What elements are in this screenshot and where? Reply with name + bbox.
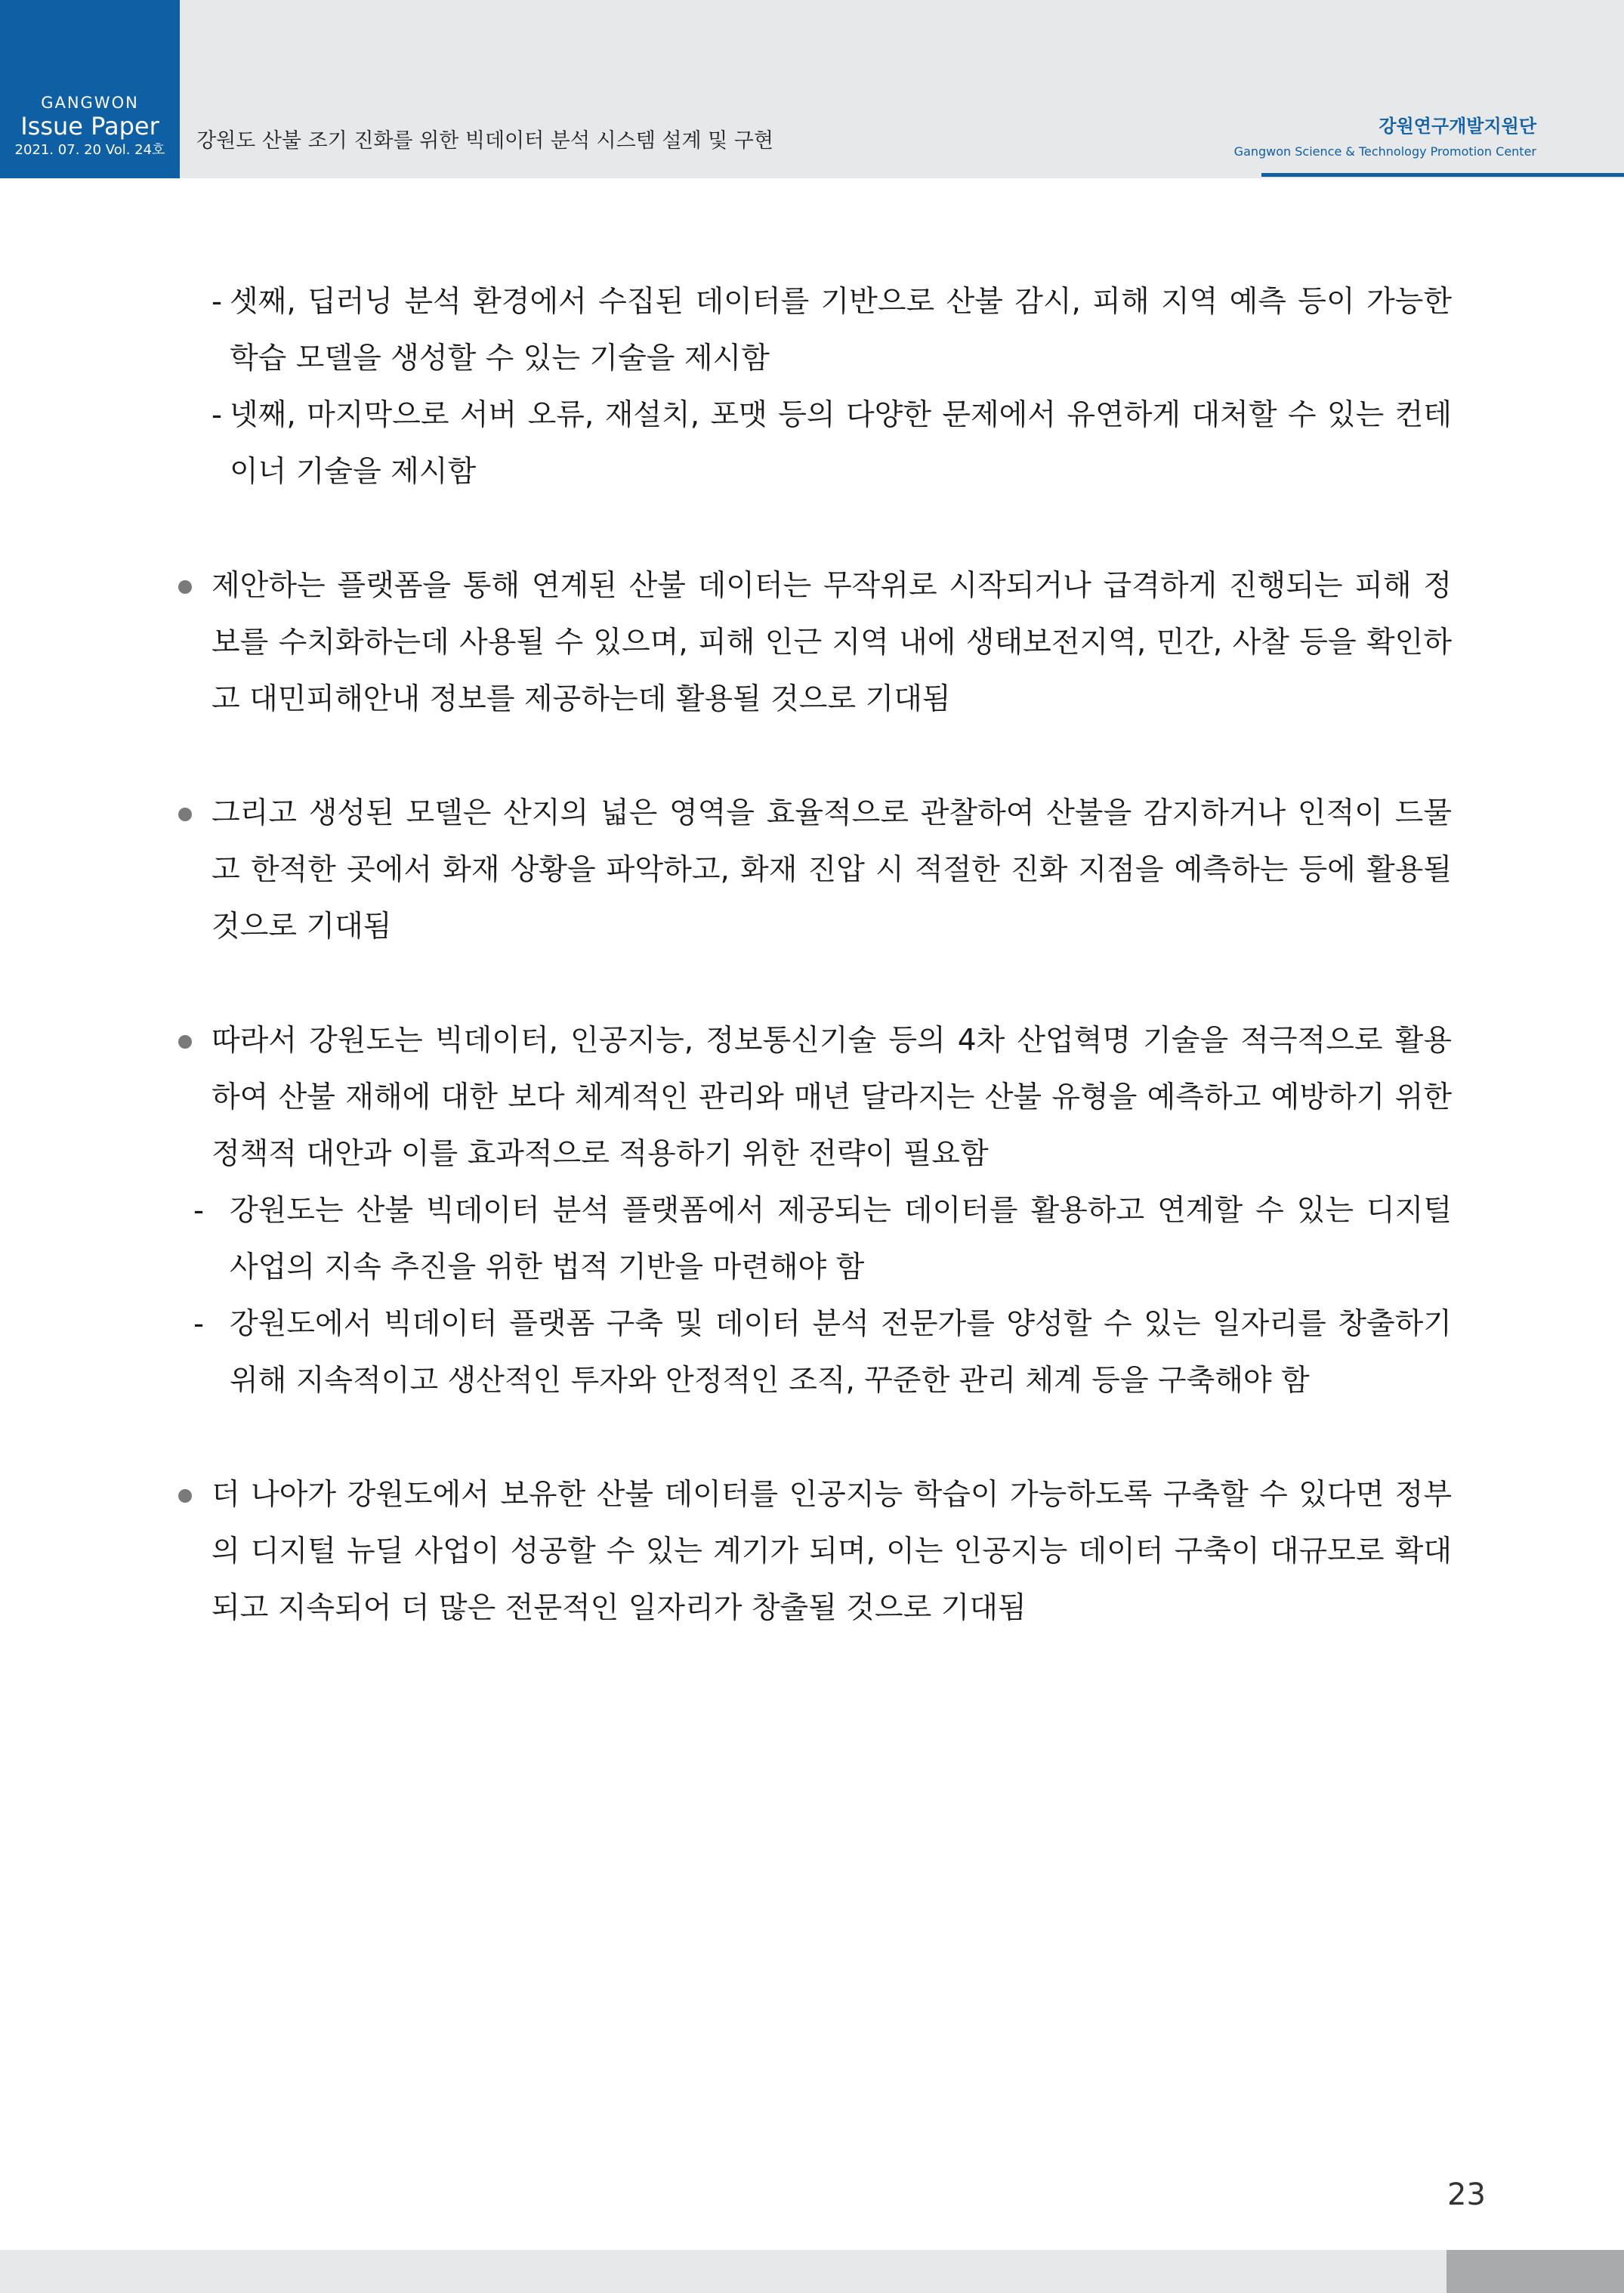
organization-name-en: Gangwon Science & Technology Promotion Center — [1233, 144, 1536, 159]
bullet-dot-icon — [178, 580, 192, 594]
footer-accent-block — [1446, 2250, 1624, 2293]
organization-name-ko: 강원연구개발지원단 — [1379, 116, 1536, 137]
bullet-item — [175, 1466, 1452, 1636]
bullet-dot-icon — [178, 1489, 192, 1503]
page-header — [0, 0, 1624, 178]
bullet-dot-icon — [178, 808, 192, 821]
brand-region: GANGWON — [41, 94, 139, 112]
brand-title: Issue Paper — [20, 112, 159, 141]
bullet-dot-icon — [178, 1035, 192, 1049]
issue-date: 2021. 07. 20 Vol. 24호 — [14, 142, 165, 158]
footer-bar — [0, 2250, 1624, 2293]
bullet-text: 제안하는 플랫폼을 통해 연계된 산불 데이터는 무작위로 시작되거나 급격하게 진행되는 피해 정보를 수치화하는데 사용될 수 있으며, 피해 인근 지역 내에 생태보전지역, 민간, 사찰 등을 확인하고 대민피해안내 정보를 제공하는데 활용될 것으로 기대됨 — [211, 569, 1452, 716]
header-accent-line — [1261, 173, 1624, 177]
sub-list — [193, 1182, 1452, 1409]
sub-item-text: 넷째, 마지막으로 서버 오류, 재설치, 포맷 등의 다양한 문제에서 유연하게 대처할 수 있는 컨테이너 기술을 제시함 — [230, 398, 1452, 489]
issue-paper-logo — [0, 0, 180, 178]
page-number: 23 — [1447, 2177, 1486, 2212]
sub-item-text: 강원도는 산불 빅데이터 분석 플랫폼에서 제공되는 데이터를 활용하고 연계할 수 있는 디지털 사업의 지속 추진을 위한 법적 기반을 마련해야 함 — [230, 1194, 1452, 1284]
sub-item — [211, 387, 1452, 500]
dash-marker: - — [193, 1194, 205, 1228]
dash-marker: - — [193, 1307, 205, 1341]
bullet-text: 따라서 강원도는 빅데이터, 인공지능, 정보통신기술 등의 4차 산업혁명 기술을 적극적으로 활용하여 산불 재해에 대한 보다 체계적인 관리와 매년 달라지는 산불 유형을 예측하고 예방하기 위한 정책적 대안과 이를 효과적으로 적용하기 위한 전략이 필요함 — [211, 1024, 1452, 1171]
sub-item-text: 셋째, 딥러닝 분석 환경에서 수집된 데이터를 기반으로 산불 감시, 피해 지역 예측 등이 가능한 학습 모델을 생성할 수 있는 기술을 제시함 — [230, 285, 1452, 375]
bullet-text: 그리고 생성된 모델은 산지의 넓은 영역을 효율적으로 관찰하여 산불을 감지하거나 인적이 드물고 한적한 곳에서 화재 상황을 파악하고, 화재 진압 시 적절한 진화 지점을 예측하는 등에 활용될 것으로 기대됨 — [211, 796, 1452, 944]
bullet-item — [175, 558, 1452, 728]
dash-marker: - — [211, 398, 223, 432]
document-title: 강원도 산불 조기 진화를 위한 빅데이터 분석 시스템 설계 및 구현 — [196, 129, 773, 153]
sub-item — [193, 1182, 1452, 1296]
sub-item-text: 강원도에서 빅데이터 플랫폼 구축 및 데이터 분석 전문가를 양성할 수 있는 일자리를 창출하기 위해 지속적이고 생산적인 투자와 안정적인 조직, 꾸준한 관리 체계 등을 구축해야 함 — [230, 1307, 1452, 1398]
bullet-item — [175, 785, 1452, 955]
sub-item — [211, 273, 1452, 387]
bullet-text: 더 나아가 강원도에서 보유한 산불 데이터를 인공지능 학습이 가능하도록 구축할 수 있다면 정부의 디지털 뉴딜 사업이 성공할 수 있는 계기가 되며, 이는 인공지능 데이터 구축이 대규모로 확대되고 지속되어 더 많은 전문적인 일자리가 창출될 것으로 기대됨 — [211, 1478, 1452, 1625]
dash-marker: - — [211, 285, 223, 319]
body-content — [175, 273, 1452, 1694]
sub-item — [193, 1296, 1452, 1409]
organization — [1234, 115, 1536, 160]
lead-sub-list — [211, 273, 1452, 500]
bullet-item — [175, 1012, 1452, 1409]
